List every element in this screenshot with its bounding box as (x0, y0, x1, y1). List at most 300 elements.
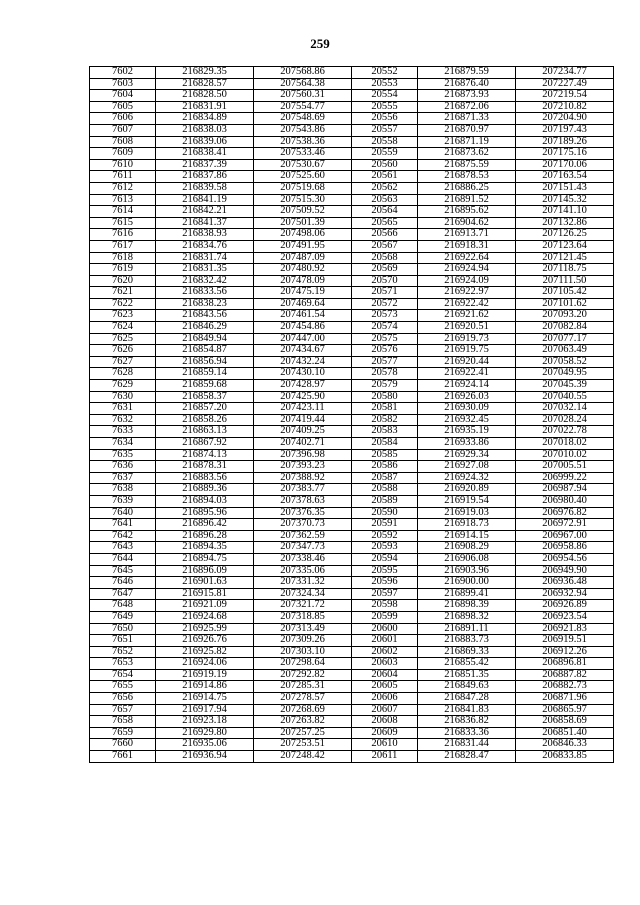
table-row (90, 217, 614, 229)
x-b-cell: 216922.42 (418, 298, 516, 310)
point-b-id-cell: 20557 (352, 124, 418, 136)
x-a-cell: 216901.63 (156, 577, 254, 589)
table-row (90, 345, 614, 357)
y-b-cell: 207210.82 (516, 101, 614, 113)
y-b-cell: 207063.49 (516, 345, 614, 357)
point-a-id-cell: 7625 (90, 333, 156, 345)
y-a-cell: 207568.86 (254, 67, 352, 79)
point-a-id-cell: 7627 (90, 356, 156, 368)
point-a-id-cell: 7635 (90, 449, 156, 461)
table-row (90, 507, 614, 519)
x-b-cell: 216878.53 (418, 171, 516, 183)
point-a-id-cell: 7637 (90, 472, 156, 484)
point-a-id-cell: 7624 (90, 322, 156, 334)
x-a-cell: 216896.09 (156, 565, 254, 577)
x-a-cell: 216936.94 (156, 751, 254, 763)
point-b-id-cell: 20574 (352, 322, 418, 334)
x-a-cell: 216924.68 (156, 611, 254, 623)
point-b-id-cell: 20606 (352, 693, 418, 705)
x-a-cell: 216846.29 (156, 322, 254, 334)
x-a-cell: 216921.09 (156, 600, 254, 612)
point-a-id-cell: 7628 (90, 368, 156, 380)
point-a-id-cell: 7608 (90, 136, 156, 148)
y-a-cell: 207253.51 (254, 739, 352, 751)
table-row (90, 322, 614, 334)
y-b-cell: 207111.50 (516, 275, 614, 287)
table-row (90, 287, 614, 299)
point-b-id-cell: 20554 (352, 90, 418, 102)
y-b-cell: 206896.81 (516, 658, 614, 670)
point-b-id-cell: 20565 (352, 217, 418, 229)
table-row (90, 472, 614, 484)
x-b-cell: 216913.71 (418, 229, 516, 241)
point-a-id-cell: 7643 (90, 542, 156, 554)
y-b-cell: 206932.94 (516, 588, 614, 600)
y-b-cell: 207082.84 (516, 322, 614, 334)
point-a-id-cell: 7634 (90, 438, 156, 450)
table-row (90, 449, 614, 461)
table-row (90, 136, 614, 148)
y-b-cell: 207045.39 (516, 380, 614, 392)
y-b-cell: 206846.33 (516, 739, 614, 751)
point-b-id-cell: 20598 (352, 600, 418, 612)
y-a-cell: 207419.44 (254, 414, 352, 426)
y-a-cell: 207425.90 (254, 391, 352, 403)
x-b-cell: 216919.54 (418, 495, 516, 507)
table-row (90, 577, 614, 589)
x-b-cell: 216871.19 (418, 136, 516, 148)
x-b-cell: 216898.32 (418, 611, 516, 623)
y-a-cell: 207396.98 (254, 449, 352, 461)
x-b-cell: 216873.93 (418, 90, 516, 102)
y-a-cell: 207383.77 (254, 484, 352, 496)
table-row (90, 403, 614, 415)
point-b-id-cell: 20588 (352, 484, 418, 496)
point-b-id-cell: 20594 (352, 553, 418, 565)
point-b-id-cell: 20584 (352, 438, 418, 450)
point-b-id-cell: 20603 (352, 658, 418, 670)
table-row (90, 693, 614, 705)
point-a-id-cell: 7613 (90, 194, 156, 206)
y-a-cell: 207278.57 (254, 693, 352, 705)
y-a-cell: 207519.68 (254, 182, 352, 194)
point-b-id-cell: 20592 (352, 530, 418, 542)
point-a-id-cell: 7653 (90, 658, 156, 670)
table-row (90, 461, 614, 473)
x-a-cell: 216863.13 (156, 426, 254, 438)
y-a-cell: 207257.25 (254, 727, 352, 739)
x-a-cell: 216854.87 (156, 345, 254, 357)
x-a-cell: 216838.41 (156, 148, 254, 160)
point-b-id-cell: 20566 (352, 229, 418, 241)
x-b-cell: 216904.62 (418, 217, 516, 229)
y-a-cell: 207248.42 (254, 751, 352, 763)
y-a-cell: 207402.71 (254, 438, 352, 450)
y-b-cell: 207189.26 (516, 136, 614, 148)
x-a-cell: 216914.86 (156, 681, 254, 693)
x-b-cell: 216851.35 (418, 669, 516, 681)
y-a-cell: 207430.10 (254, 368, 352, 380)
x-b-cell: 216927.08 (418, 461, 516, 473)
y-a-cell: 207538.36 (254, 136, 352, 148)
y-b-cell: 207121.45 (516, 252, 614, 264)
x-a-cell: 216839.58 (156, 182, 254, 194)
y-a-cell: 207378.63 (254, 495, 352, 507)
x-b-cell: 216872.06 (418, 101, 516, 113)
y-a-cell: 207370.73 (254, 519, 352, 531)
y-b-cell: 207118.75 (516, 264, 614, 276)
y-a-cell: 207564.38 (254, 78, 352, 90)
y-b-cell: 206980.40 (516, 495, 614, 507)
y-b-cell: 207101.62 (516, 298, 614, 310)
y-a-cell: 207338.46 (254, 553, 352, 565)
point-a-id-cell: 7618 (90, 252, 156, 264)
y-b-cell: 206999.22 (516, 472, 614, 484)
table-row (90, 704, 614, 716)
y-a-cell: 207393.23 (254, 461, 352, 473)
y-b-cell: 206954.56 (516, 553, 614, 565)
y-a-cell: 207409.25 (254, 426, 352, 438)
point-a-id-cell: 7631 (90, 403, 156, 415)
x-a-cell: 216841.19 (156, 194, 254, 206)
y-a-cell: 207560.31 (254, 90, 352, 102)
table-row (90, 310, 614, 322)
point-b-id-cell: 20607 (352, 704, 418, 716)
table-row (90, 380, 614, 392)
x-a-cell: 216837.39 (156, 159, 254, 171)
x-b-cell: 216879.59 (418, 67, 516, 79)
x-b-cell: 216855.42 (418, 658, 516, 670)
point-b-id-cell: 20560 (352, 159, 418, 171)
table-row (90, 148, 614, 160)
y-b-cell: 206926.89 (516, 600, 614, 612)
point-b-id-cell: 20564 (352, 206, 418, 218)
y-b-cell: 207032.14 (516, 403, 614, 415)
y-b-cell: 207141.10 (516, 206, 614, 218)
table-row (90, 101, 614, 113)
x-b-cell: 216924.94 (418, 264, 516, 276)
table-row (90, 727, 614, 739)
point-b-id-cell: 20589 (352, 495, 418, 507)
point-a-id-cell: 7615 (90, 217, 156, 229)
point-a-id-cell: 7661 (90, 751, 156, 763)
point-b-id-cell: 20604 (352, 669, 418, 681)
y-a-cell: 207498.06 (254, 229, 352, 241)
point-b-id-cell: 20555 (352, 101, 418, 113)
table-row (90, 588, 614, 600)
table-row (90, 159, 614, 171)
x-a-cell: 216837.86 (156, 171, 254, 183)
x-a-cell: 216878.31 (156, 461, 254, 473)
x-b-cell: 216836.82 (418, 716, 516, 728)
point-a-id-cell: 7622 (90, 298, 156, 310)
x-a-cell: 216831.91 (156, 101, 254, 113)
table-row (90, 275, 614, 287)
point-a-id-cell: 7654 (90, 669, 156, 681)
y-b-cell: 206887.82 (516, 669, 614, 681)
x-a-cell: 216839.06 (156, 136, 254, 148)
point-b-id-cell: 20553 (352, 78, 418, 90)
y-a-cell: 207480.92 (254, 264, 352, 276)
y-b-cell: 207126.25 (516, 229, 614, 241)
point-a-id-cell: 7633 (90, 426, 156, 438)
x-a-cell: 216894.75 (156, 553, 254, 565)
x-b-cell: 216914.15 (418, 530, 516, 542)
x-b-cell: 216933.86 (418, 438, 516, 450)
x-b-cell: 216899.41 (418, 588, 516, 600)
y-a-cell: 207347.73 (254, 542, 352, 554)
point-b-id-cell: 20587 (352, 472, 418, 484)
table-row (90, 67, 614, 79)
point-a-id-cell: 7648 (90, 600, 156, 612)
y-b-cell: 206912.26 (516, 646, 614, 658)
table-row (90, 669, 614, 681)
y-a-cell: 207487.09 (254, 252, 352, 264)
point-a-id-cell: 7636 (90, 461, 156, 473)
x-b-cell: 216920.51 (418, 322, 516, 334)
x-a-cell: 216832.42 (156, 275, 254, 287)
x-a-cell: 216924.06 (156, 658, 254, 670)
point-b-id-cell: 20611 (352, 751, 418, 763)
point-a-id-cell: 7612 (90, 182, 156, 194)
table-row (90, 264, 614, 276)
y-b-cell: 207197.43 (516, 124, 614, 136)
point-a-id-cell: 7651 (90, 635, 156, 647)
y-a-cell: 207309.26 (254, 635, 352, 647)
table-row (90, 240, 614, 252)
x-b-cell: 216841.83 (418, 704, 516, 716)
y-b-cell: 207058.52 (516, 356, 614, 368)
x-b-cell: 216891.11 (418, 623, 516, 635)
y-b-cell: 206882.73 (516, 681, 614, 693)
y-a-cell: 207478.09 (254, 275, 352, 287)
point-b-id-cell: 20570 (352, 275, 418, 287)
x-a-cell: 216856.94 (156, 356, 254, 368)
y-b-cell: 206987.94 (516, 484, 614, 496)
point-b-id-cell: 20552 (352, 67, 418, 79)
y-b-cell: 207175.16 (516, 148, 614, 160)
point-a-id-cell: 7652 (90, 646, 156, 658)
point-a-id-cell: 7617 (90, 240, 156, 252)
x-a-cell: 216857.20 (156, 403, 254, 415)
point-b-id-cell: 20609 (352, 727, 418, 739)
x-b-cell: 216921.62 (418, 310, 516, 322)
x-a-cell: 216838.23 (156, 298, 254, 310)
y-a-cell: 207533.46 (254, 148, 352, 160)
y-b-cell: 206921.83 (516, 623, 614, 635)
y-b-cell: 207219.54 (516, 90, 614, 102)
x-a-cell: 216849.94 (156, 333, 254, 345)
x-a-cell: 216923.18 (156, 716, 254, 728)
table-row (90, 635, 614, 647)
point-a-id-cell: 7620 (90, 275, 156, 287)
y-b-cell: 207227.49 (516, 78, 614, 90)
y-b-cell: 206967.00 (516, 530, 614, 542)
point-a-id-cell: 7655 (90, 681, 156, 693)
x-a-cell: 216842.21 (156, 206, 254, 218)
y-b-cell: 206936.48 (516, 577, 614, 589)
y-a-cell: 207434.67 (254, 345, 352, 357)
table-row (90, 530, 614, 542)
y-b-cell: 206919.51 (516, 635, 614, 647)
point-b-id-cell: 20590 (352, 507, 418, 519)
table-row (90, 658, 614, 670)
x-b-cell: 216847.28 (418, 693, 516, 705)
point-a-id-cell: 7640 (90, 507, 156, 519)
point-b-id-cell: 20563 (352, 194, 418, 206)
point-b-id-cell: 20556 (352, 113, 418, 125)
y-a-cell: 207428.97 (254, 380, 352, 392)
x-a-cell: 216833.56 (156, 287, 254, 299)
point-a-id-cell: 7658 (90, 716, 156, 728)
y-b-cell: 207040.55 (516, 391, 614, 403)
point-a-id-cell: 7621 (90, 287, 156, 299)
x-a-cell: 216828.50 (156, 90, 254, 102)
y-a-cell: 207423.11 (254, 403, 352, 415)
x-b-cell: 216870.97 (418, 124, 516, 136)
x-b-cell: 216920.89 (418, 484, 516, 496)
point-b-id-cell: 20558 (352, 136, 418, 148)
x-b-cell: 216869.33 (418, 646, 516, 658)
point-a-id-cell: 7606 (90, 113, 156, 125)
point-b-id-cell: 20562 (352, 182, 418, 194)
y-a-cell: 207324.34 (254, 588, 352, 600)
y-a-cell: 207318.85 (254, 611, 352, 623)
table-row (90, 171, 614, 183)
point-a-id-cell: 7605 (90, 101, 156, 113)
point-b-id-cell: 20596 (352, 577, 418, 589)
y-a-cell: 207362.59 (254, 530, 352, 542)
x-b-cell: 216831.44 (418, 739, 516, 751)
x-a-cell: 216915.81 (156, 588, 254, 600)
y-b-cell: 207022.78 (516, 426, 614, 438)
x-a-cell: 216929.80 (156, 727, 254, 739)
y-b-cell: 207105.42 (516, 287, 614, 299)
table-row (90, 716, 614, 728)
table-row (90, 194, 614, 206)
point-a-id-cell: 7611 (90, 171, 156, 183)
x-b-cell: 216918.31 (418, 240, 516, 252)
x-b-cell: 216922.41 (418, 368, 516, 380)
table-row (90, 124, 614, 136)
x-b-cell: 216900.00 (418, 577, 516, 589)
point-b-id-cell: 20578 (352, 368, 418, 380)
y-b-cell: 206949.90 (516, 565, 614, 577)
table-row (90, 391, 614, 403)
y-a-cell: 207491.95 (254, 240, 352, 252)
point-a-id-cell: 7638 (90, 484, 156, 496)
y-b-cell: 206923.54 (516, 611, 614, 623)
x-b-cell: 216875.59 (418, 159, 516, 171)
point-b-id-cell: 20595 (352, 565, 418, 577)
y-a-cell: 207554.77 (254, 101, 352, 113)
point-a-id-cell: 7616 (90, 229, 156, 241)
x-a-cell: 216874.13 (156, 449, 254, 461)
y-b-cell: 207010.02 (516, 449, 614, 461)
y-a-cell: 207303.10 (254, 646, 352, 658)
x-a-cell: 216858.37 (156, 391, 254, 403)
page-number: 259 (310, 36, 330, 51)
y-a-cell: 207515.30 (254, 194, 352, 206)
x-a-cell: 216843.56 (156, 310, 254, 322)
y-b-cell: 206865.97 (516, 704, 614, 716)
y-b-cell: 207151.43 (516, 182, 614, 194)
point-a-id-cell: 7639 (90, 495, 156, 507)
point-b-id-cell: 20575 (352, 333, 418, 345)
point-a-id-cell: 7659 (90, 727, 156, 739)
point-b-id-cell: 20571 (352, 287, 418, 299)
x-a-cell: 216926.76 (156, 635, 254, 647)
table-row (90, 542, 614, 554)
table-row (90, 751, 614, 763)
point-a-id-cell: 7626 (90, 345, 156, 357)
point-a-id-cell: 7657 (90, 704, 156, 716)
y-b-cell: 207093.20 (516, 310, 614, 322)
y-b-cell: 207018.02 (516, 438, 614, 450)
point-a-id-cell: 7647 (90, 588, 156, 600)
point-b-id-cell: 20559 (352, 148, 418, 160)
y-a-cell: 207388.92 (254, 472, 352, 484)
x-b-cell: 216924.14 (418, 380, 516, 392)
table-row (90, 113, 614, 125)
x-a-cell: 216858.26 (156, 414, 254, 426)
point-b-id-cell: 20608 (352, 716, 418, 728)
point-a-id-cell: 7630 (90, 391, 156, 403)
point-a-id-cell: 7619 (90, 264, 156, 276)
point-a-id-cell: 7644 (90, 553, 156, 565)
x-b-cell: 216926.03 (418, 391, 516, 403)
point-a-id-cell: 7629 (90, 380, 156, 392)
x-b-cell: 216871.33 (418, 113, 516, 125)
y-a-cell: 207376.35 (254, 507, 352, 519)
table-row (90, 495, 614, 507)
x-b-cell: 216849.63 (418, 681, 516, 693)
y-a-cell: 207461.54 (254, 310, 352, 322)
x-a-cell: 216883.56 (156, 472, 254, 484)
table-row (90, 484, 614, 496)
x-b-cell: 216918.73 (418, 519, 516, 531)
x-a-cell: 216895.96 (156, 507, 254, 519)
point-a-id-cell: 7614 (90, 206, 156, 218)
point-a-id-cell: 7609 (90, 148, 156, 160)
y-a-cell: 207501.39 (254, 217, 352, 229)
x-b-cell: 216876.40 (418, 78, 516, 90)
table-row (90, 78, 614, 90)
x-a-cell: 216925.99 (156, 623, 254, 635)
y-b-cell: 207123.64 (516, 240, 614, 252)
table-row (90, 182, 614, 194)
point-a-id-cell: 7660 (90, 739, 156, 751)
y-b-cell: 206976.82 (516, 507, 614, 519)
y-b-cell: 207145.32 (516, 194, 614, 206)
x-a-cell: 216831.74 (156, 252, 254, 264)
point-b-id-cell: 20593 (352, 542, 418, 554)
x-b-cell: 216873.62 (418, 148, 516, 160)
point-b-id-cell: 20581 (352, 403, 418, 415)
point-b-id-cell: 20573 (352, 310, 418, 322)
y-a-cell: 207432.24 (254, 356, 352, 368)
table-row (90, 298, 614, 310)
y-a-cell: 207292.82 (254, 669, 352, 681)
x-b-cell: 216886.25 (418, 182, 516, 194)
table-row (90, 368, 614, 380)
table-row (90, 252, 614, 264)
table-row (90, 611, 614, 623)
table-row (90, 229, 614, 241)
point-b-id-cell: 20600 (352, 623, 418, 635)
point-a-id-cell: 7646 (90, 577, 156, 589)
y-b-cell: 207170.06 (516, 159, 614, 171)
